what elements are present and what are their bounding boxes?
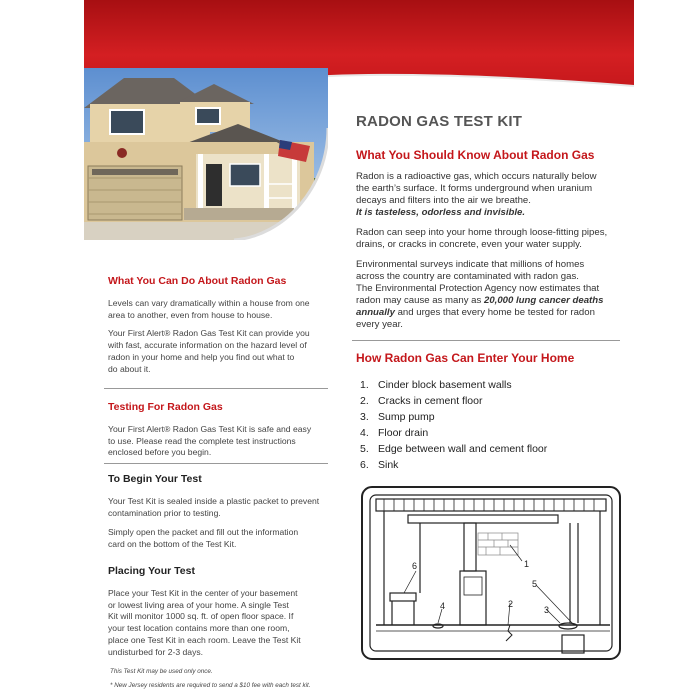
list-number: 4. (360, 427, 369, 439)
placing-line: your test location contains more than one room, (108, 623, 290, 634)
list-number: 5. (360, 443, 369, 455)
begin-heading: To Begin Your Test (108, 473, 202, 485)
know-paragraph-2 (356, 227, 626, 251)
placing-line: Place your Test Kit in the center of your basement (108, 587, 298, 598)
list-label: Sink (378, 459, 399, 471)
list-label: Cracks in cement floor (378, 395, 483, 407)
testing-line: Your First Alert® Radon Gas Test Kit is safe and easy (108, 423, 312, 434)
list-number: 3. (360, 411, 369, 423)
diagram-label: 6 (412, 561, 418, 571)
list-label: Cinder block basement walls (378, 379, 512, 391)
know-emphasis: annually (356, 307, 395, 318)
list-item (360, 457, 547, 473)
list-label: Floor drain (378, 427, 429, 439)
do-about-paragraph-1: Levels can vary dramatically within a house from one area to another, even from house to house. (108, 297, 310, 320)
begin-line: Your Test Kit is sealed inside a plastic packet to prevent (108, 495, 320, 506)
list-label: Edge between wall and cement floor (378, 443, 548, 455)
divider (104, 463, 328, 464)
know-line: the earth’s surface. It forms underground when uranium (356, 183, 593, 194)
footnote-new-jersey: * New Jersey residents are required to send a $10 fee with each test kit. (110, 682, 311, 689)
list-item (360, 377, 547, 393)
placing-section (108, 566, 328, 659)
know-line (356, 295, 626, 307)
know-text: radon may cause as many as (356, 295, 484, 306)
do-about-line: with fast, accurate information on the hazard level of (108, 340, 307, 351)
list-item (360, 409, 547, 425)
list-item (360, 441, 547, 457)
know-paragraph-1 (356, 171, 626, 219)
placing-line: place one Test Kit in each room. Leave the Test Kit (108, 634, 301, 645)
list-item (360, 425, 547, 441)
know-line: drains, or cracks in concrete, even your water supply. (356, 239, 582, 250)
begin-line: Simply open the packet and fill out the information (108, 527, 299, 538)
diagram-label: 5 (532, 579, 538, 589)
diagram-label: 2 (508, 599, 514, 609)
begin-line: card on the bottom of the Test Kit. (108, 539, 237, 550)
house-photo (84, 68, 328, 240)
list-number: 6. (360, 459, 369, 471)
entry-points-list (360, 377, 547, 473)
testing-line: to use. Please read the complete test instructions (108, 435, 296, 446)
know-line: Radon is a radioactive gas, which occurs naturally below (356, 171, 597, 182)
testing-line: enclosed before you begin. (108, 447, 212, 458)
know-line: across the country are contaminated with radon gas. (356, 271, 579, 282)
begin-line: contamination prior to testing. (108, 507, 221, 518)
know-text: and urges that every home be tested for radon (394, 307, 595, 318)
basement-diagram (360, 485, 624, 665)
placing-line: or lowest living area of your home. A single Test (108, 599, 289, 610)
list-number: 1. (360, 379, 369, 391)
diagram-label: 1 (524, 559, 530, 569)
know-line: Environmental surveys indicate that millions of homes (356, 259, 585, 270)
testing-section (108, 402, 328, 459)
know-line: Radon can seep into your home through loose-fitting pipes, (356, 227, 608, 238)
do-about-line: Your First Alert® Radon Gas Test Kit can provide you (108, 328, 310, 339)
enter-heading: How Radon Gas Can Enter Your Home (356, 351, 575, 365)
do-about-paragraph-2 (108, 328, 328, 375)
know-line (356, 307, 626, 319)
do-about-section (108, 276, 328, 376)
list-label: Sump pump (378, 411, 435, 423)
know-line: The Environmental Protection Agency now estimates that (356, 283, 600, 294)
do-about-line: do about it. (108, 363, 151, 374)
page-title: RADON GAS TEST KIT (356, 113, 523, 130)
footnote-single-use: This Test Kit may be used only once. (110, 668, 213, 675)
know-emphasis: It is tasteless, odorless and invisible. (356, 207, 526, 218)
diagram-label: 4 (440, 601, 446, 611)
know-heading: What You Should Know About Radon Gas (356, 148, 595, 162)
list-item (360, 393, 547, 409)
do-about-heading: What You Can Do About Radon Gas (108, 275, 287, 287)
placing-heading: Placing Your Test (108, 565, 195, 577)
testing-heading: Testing For Radon Gas (108, 401, 223, 413)
placing-line: Kit will monitor 1000 sq. ft. of open floor space. If (108, 611, 294, 622)
begin-section (108, 474, 328, 551)
know-paragraph-3 (356, 259, 626, 331)
placing-line: undisturbed for 2-3 days. (108, 646, 204, 657)
divider (352, 340, 620, 341)
know-line: every year. (356, 319, 403, 330)
diagram-label: 3 (544, 605, 550, 615)
divider (104, 388, 328, 389)
know-line: decays and filters into the air we breathe. (356, 195, 531, 206)
list-number: 2. (360, 395, 369, 407)
know-emphasis: 20,000 lung cancer deaths (483, 295, 604, 306)
do-about-line: radon in your home and help you find out what to (108, 351, 295, 362)
